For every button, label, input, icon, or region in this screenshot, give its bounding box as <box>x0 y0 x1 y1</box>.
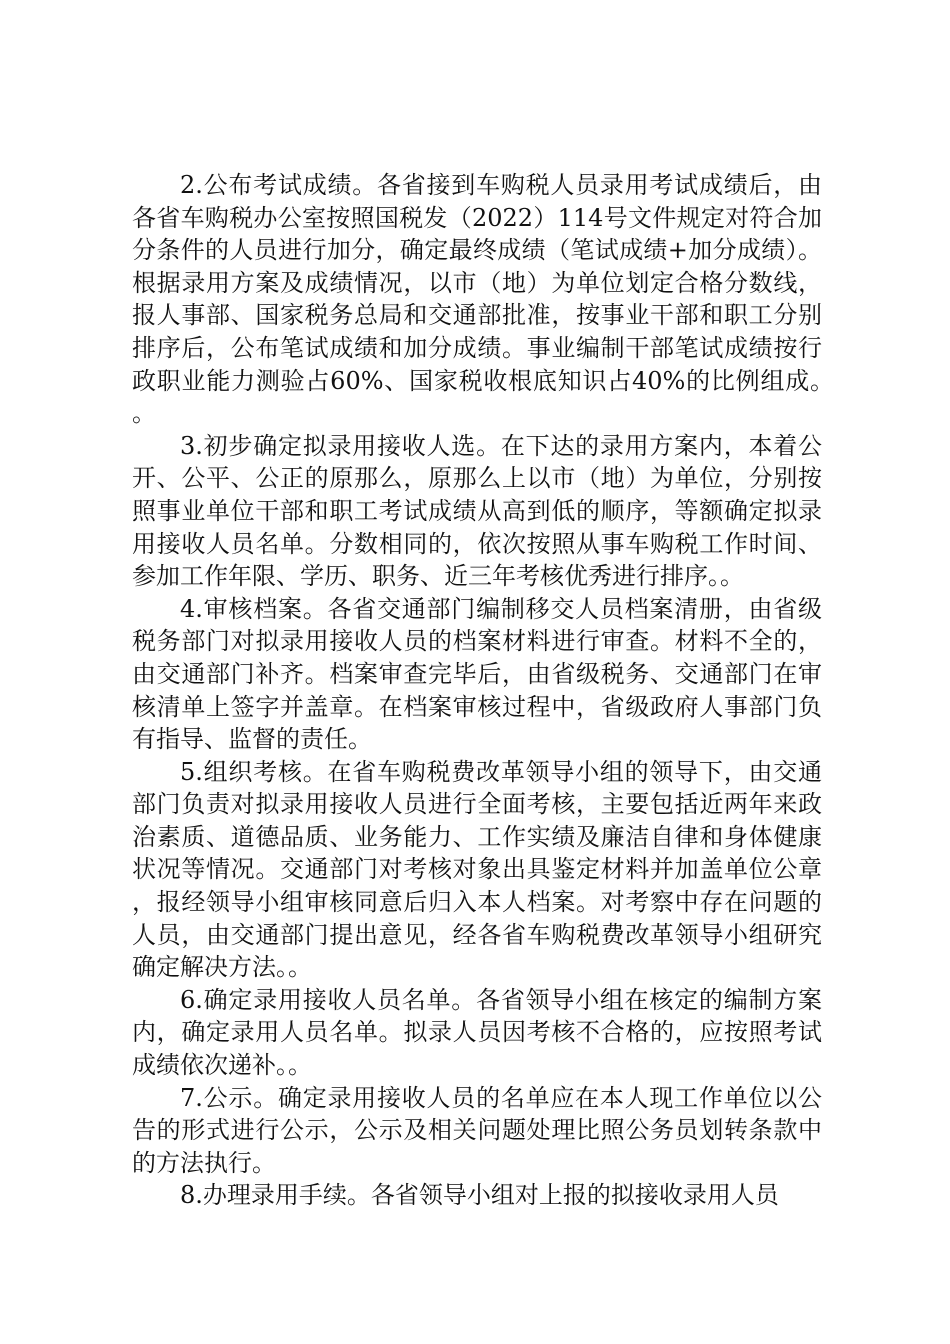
paragraph-organize-assessment: 5.组织考核。在省车购税费改革领导小组的领导下，由交通部门负责对拟录用接收人员进行全面考核，主要包括近两年来政治素质、道德品质、业务能力、工作实绩及廉洁自律和身体健康状况等情况。交通部门对考核对象出具鉴定材料并加盖单位公章，报经领导小组审核同意后归入本人档案。对考察中存在问题的人员，由交通部门提出意见，经各省车购税费改革领导小组研究确定解决方法。。 <box>132 757 822 982</box>
paragraph-publish-scores: 2.公布考试成绩。各省接到车购税人员录用考试成绩后，由各省车购税办公室按照国税发（2022）114号文件规定对符合加分条件的人员进行加分，确定最终成绩（笔试成绩+加分成绩）。根据录用方案及成绩情况，以市（地）为单位划定合格分数线，报人事部、国家税务总局和交通部批准，按事业干部和职工分别排序后，公布笔试成绩和加分成绩。事业编制干部笔试成绩按行政职业能力测验占60%、国家税收根底知识占40%的比例组成。。 <box>132 171 822 428</box>
paragraph-publicity: 7.公示。确定录用接收人员的名单应在本人现工作单位以公告的形式进行公示，公示及相关问题处理比照公务员划转条款中的方法执行。 <box>132 1083 822 1177</box>
paragraph-hiring-procedures: 8.办理录用手续。各省领导小组对上报的拟接收录用人员 <box>180 1181 779 1210</box>
paragraph-preliminary-candidates: 3.初步确定拟录用接收人选。在下达的录用方案内，本着公开、公平、公正的原那么，原那么上以市（地）为单位，分别按照事业单位干部和职工考试成绩从高到低的顺序，等额确定拟录用接收人员名单。分数相同的，依次按照从事车购税工作时间、参加工作年限、学历、职务、近三年考核优秀进行排序。。 <box>132 431 822 591</box>
paragraph-review-files: 4.审核档案。各省交通部门编制移交人员档案清册，由省级税务部门对拟录用接收人员的档案材料进行审查。材料不全的，由交通部门补齐。档案审查完毕后，由省级税务、交通部门在审核清单上签字并盖章。在档案审核过程中，省级政府人事部门负有指导、监督的责任。 <box>132 594 822 754</box>
document-body <box>132 169 822 1212</box>
paragraph-confirm-list: 6.确定录用接收人员名单。各省领导小组在核定的编制方案内，确定录用人员名单。拟录人员因考核不合格的，应按照考试成绩依次递补。。 <box>132 985 822 1080</box>
